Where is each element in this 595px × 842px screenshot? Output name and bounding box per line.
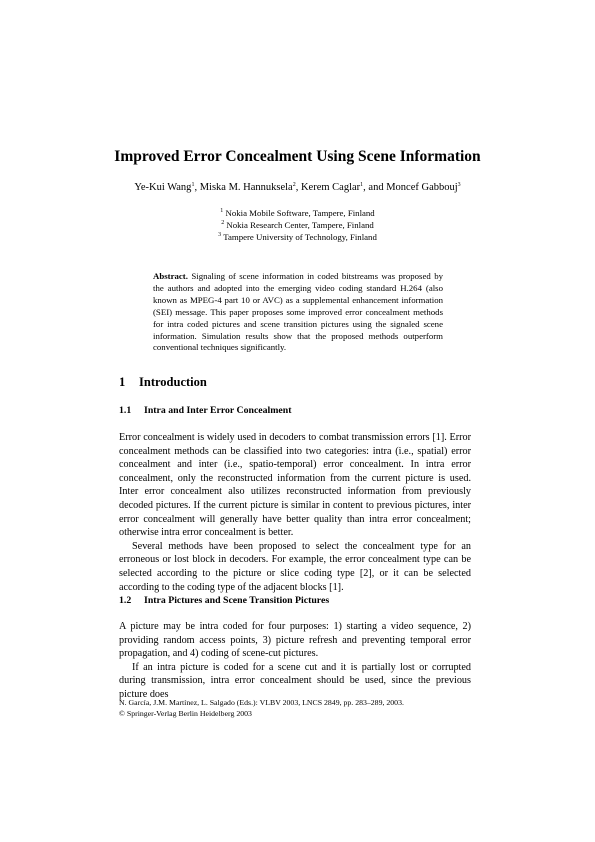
abstract-label: Abstract. [153,271,188,281]
author: Ye-Kui Wang$^1$, [134,182,200,193]
abstract [153,271,443,354]
affiliation: $^2$ Nokia Research Center, Tampere, Finland [221,220,374,230]
section-1-1-body [119,431,471,594]
section-1-2-body [119,620,471,702]
paragraph: Error concealment is widely used in decoders to combat transmission errors [1]. Error concealment methods can be classified into two categories: intra (i.e., spatial) error concealment and inter (i.e., spatio-temporal) error concealment. In intra error concealment, only the reconstructed information from the current picture is used. Inter error concealment also utilizes reconstructed information from previously decoded pictures. If the current picture is similar in content to previous pictures, inter error concealment will generally have better quality than intra error concealment; otherwise intra error concealment is better. [119,432,471,539]
author: Moncef Gabbouj$^3$ [386,182,461,193]
paragraph: A picture may be intra coded for four purposes: 1) starting a video sequence, 2) providing random access points, 3) picture refresh and preventing temporal error propagation, and 4) coding of scene-cut pictures. [119,621,471,660]
section-heading-introduction: 1 Introduction [119,375,207,389]
page-footer [119,697,404,719]
paragraph: Several methods have been proposed to select the concealment type for an erroneous or lost block in decoders. For example, the error concealment type can be selected according to the picture or slice coding type [2], or it can be selected according to the coding type of the adjacent blocks [1]. [119,540,471,593]
citation-line: N. García, J.M. Martínez, L. Salgado (Eds.): VLBV 2003, LNCS 2849, pp. 283–289, 2003. [119,698,404,707]
paper-title: Improved Error Concealment Using Scene Information [114,148,481,165]
author-list [0,182,595,193]
paragraph: If an intra picture is coded for a scene cut and it is partially lost or corrupted during transmission, intra error concealment should be used, since the previous picture does [119,661,471,700]
affiliation: $^1$ Nokia Mobile Software, Tampere, Finland [220,208,375,218]
affiliation: $^3$ Tampere University of Technology, Finland [218,232,377,242]
subsection-heading-1-1: 1.1 Intra and Inter Error Concealment [119,405,292,416]
author: Kerem Caglar$^1$, and [300,182,387,193]
abstract-text: Signaling of scene information in coded bitstreams was proposed by the authors and adopted into the emerging video coding standard H.264 (also known as MPEG-4 part 10 or AVC) as a supplemental enhancement information (SEI) message. This paper proposes some improved error concealment methods for intra coded pictures and scene transition pictures using the signaled scene information. Simulation results show that the proposed methods outperform conventional techniques significantly. [153,271,443,353]
author: Miska M. Hannuksela$^2$, [199,182,301,193]
copyright-line: © Springer-Verlag Berlin Heidelberg 2003 [119,709,252,718]
subsection-heading-1-2: 1.2 Intra Pictures and Scene Transition Pictures [119,595,330,606]
